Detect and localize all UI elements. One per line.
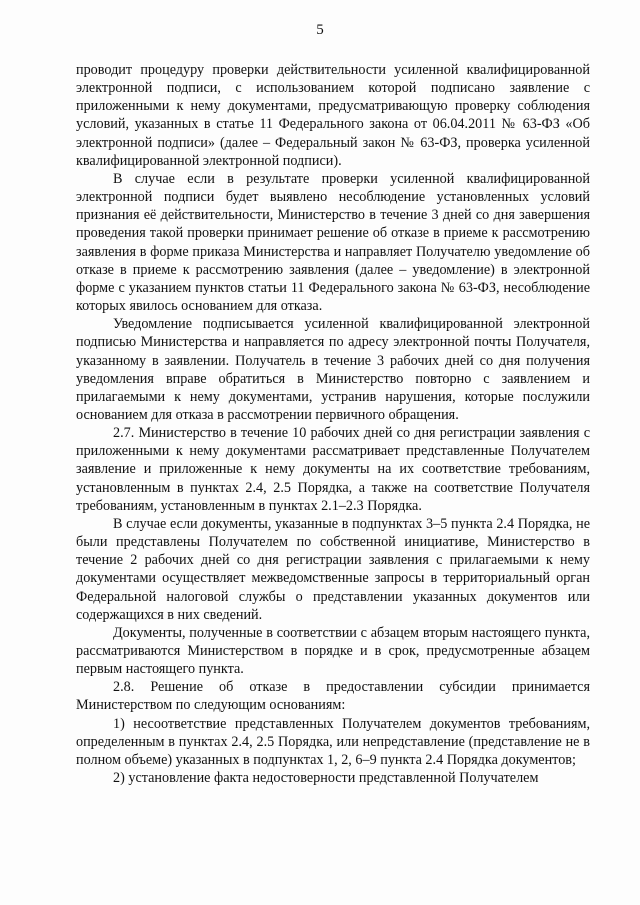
paragraph-9: 2) установление факта недостоверности представленной Получателем — [113, 770, 539, 787]
paragraph-5: В случае если документы, указанные в подпунктах 3–5 пункта 2.4 Порядка, не были представлены Получателем по собственной инициативе, Министерство в течение 2 рабочих дней со дня регистрации заявления с прилагаемыми к нему документами осуществляет межведомственные запросы в территориальный орган Федеральной налоговой службы о представлении указанных документов или содержащихся в них сведений. — [76, 515, 590, 623]
paragraph-6: Документы, полученные в соответствии с абзацем вторым настоящего пункта, рассматриваются Министерством в порядке и в срок, предусмотренные абзацем первым настоящего пункта. — [76, 624, 590, 678]
paragraph-4: 2.7. Министерство в течение 10 рабочих дней со дня регистрации заявления с приложенными к нему документами рассматривает представленные Получателем заявление и приложенные к нему документы на их соответствие требованиям, установленным в пунктах 2.4, 2.5 Порядка, а также на соответствие Получателя требованиям, установленным в пунктах 2.1–2.3 Порядка. — [76, 425, 590, 514]
page-number: 5 — [316, 22, 324, 38]
paragraph-1: проводит процедуру проверки действительности усиленной квалифицированной электронной подписи, с использованием которой подписано заявление с приложенными к нему документами, предусматривающую проверку соблюдения условий, указанных в статье 11 Федерального закона от 06.04.2011 № 63-ФЗ «Об электронной подписи» (далее – Федеральный закон № 63-ФЗ, проверка усиленной квалифицированной электронной подписи). — [76, 62, 590, 169]
paragraph-8: 1) несоответствие представленных Получателем документов требованиям, определенным в пунктах 2.4, 2.5 Порядка, или непредставление (представление не в полном объеме) указанных в подпунктах 1, 2, 6–9 пункта 2.4 Порядка документов; — [76, 715, 590, 768]
paragraph-2: В случае если в результате проверки усиленной квалифицированной электронной подписи будет выявлено несоблюдение установленных условий признания её действительности, Министерство в течение 3 дней со дня завершения проведения такой проверки принимает решение об отказе в приеме к рассмотрению заявления в форме приказа Министерства и направляет Получателю уведомление об отказе в приеме к рассмотрению заявления (далее – уведомление) в электронной форме с указанием пунктов статьи 11 Федерального закона № 63-ФЗ, несоблюдение которых явилось основанием для отказа. — [76, 170, 590, 315]
paragraph-3: Уведомление подписывается усиленной квалифицированной электронной подписью Министерства и направляется по адресу электронной почты Получателя, указанному в заявлении. Получатель в течение 3 рабочих дней со дня получения уведомления вправе обратиться в Министерство повторно с заявлением и прилагаемыми к нему документами, устранив нарушения, которые послужили основанием для отказа в рассмотрении первичного обращения. — [76, 316, 590, 423]
paragraph-7: 2.8. Решение об отказе в предоставлении субсидии принимается Министерством по следующим основаниям: — [76, 679, 590, 714]
document-body — [76, 61, 590, 787]
